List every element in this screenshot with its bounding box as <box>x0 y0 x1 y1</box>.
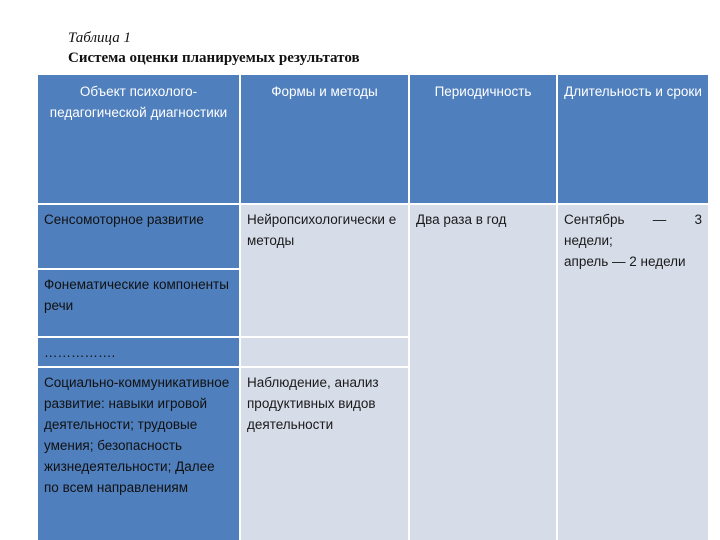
header-duration <box>558 75 708 203</box>
duration-cell <box>558 205 708 540</box>
table-title: Система оценки планируемых результатов <box>68 50 360 66</box>
header-object-label: Объект психолого-педагогической диагностики <box>49 84 228 120</box>
header-periodicity-label: Периодичность <box>434 84 532 99</box>
duration-dash: — <box>652 212 667 227</box>
row-methods-text: Нейропсихологически е методы <box>247 212 397 248</box>
row-phonematic-object <box>38 270 239 336</box>
periodicity-text: Два раза в год <box>416 212 507 227</box>
periodicity-cell <box>410 205 556 540</box>
header-object <box>38 75 239 203</box>
row-sensomotor-methods <box>241 205 408 336</box>
row-object-text: ……………. <box>44 345 116 360</box>
row-object-text: Фонематические компоненты речи <box>44 277 229 313</box>
header-methods <box>241 75 408 203</box>
duration-line-1 <box>564 209 702 230</box>
row-ellipsis-object <box>38 338 239 366</box>
row-social-methods <box>241 368 408 540</box>
row-social-object <box>38 368 239 540</box>
row-methods-text: Наблюдение, анализ продуктивных видов деятельности <box>247 375 379 432</box>
table-number: Таблица 1 <box>68 30 131 46</box>
row-object-text: Социально-коммуникативное развитие: навыки игровой деятельности; трудовые умения; безопасность жизнедеятельности; Далее по всем направлениям <box>44 375 230 495</box>
row-ellipsis-methods <box>241 338 408 366</box>
row-object-text: Сенсомоторное развитие <box>44 212 204 227</box>
duration-number: 3 <box>694 212 702 227</box>
header-methods-label: Формы и методы <box>271 84 378 99</box>
row-sensomotor-object <box>38 205 239 268</box>
duration-line-2: недели; <box>564 233 613 248</box>
table-caption <box>68 28 360 68</box>
header-periodicity <box>410 75 556 203</box>
duration-line-3: апрель — 2 недели <box>564 254 686 269</box>
duration-month: Сентябрь <box>564 212 625 227</box>
header-duration-label: Длительность и сроки <box>564 84 702 99</box>
